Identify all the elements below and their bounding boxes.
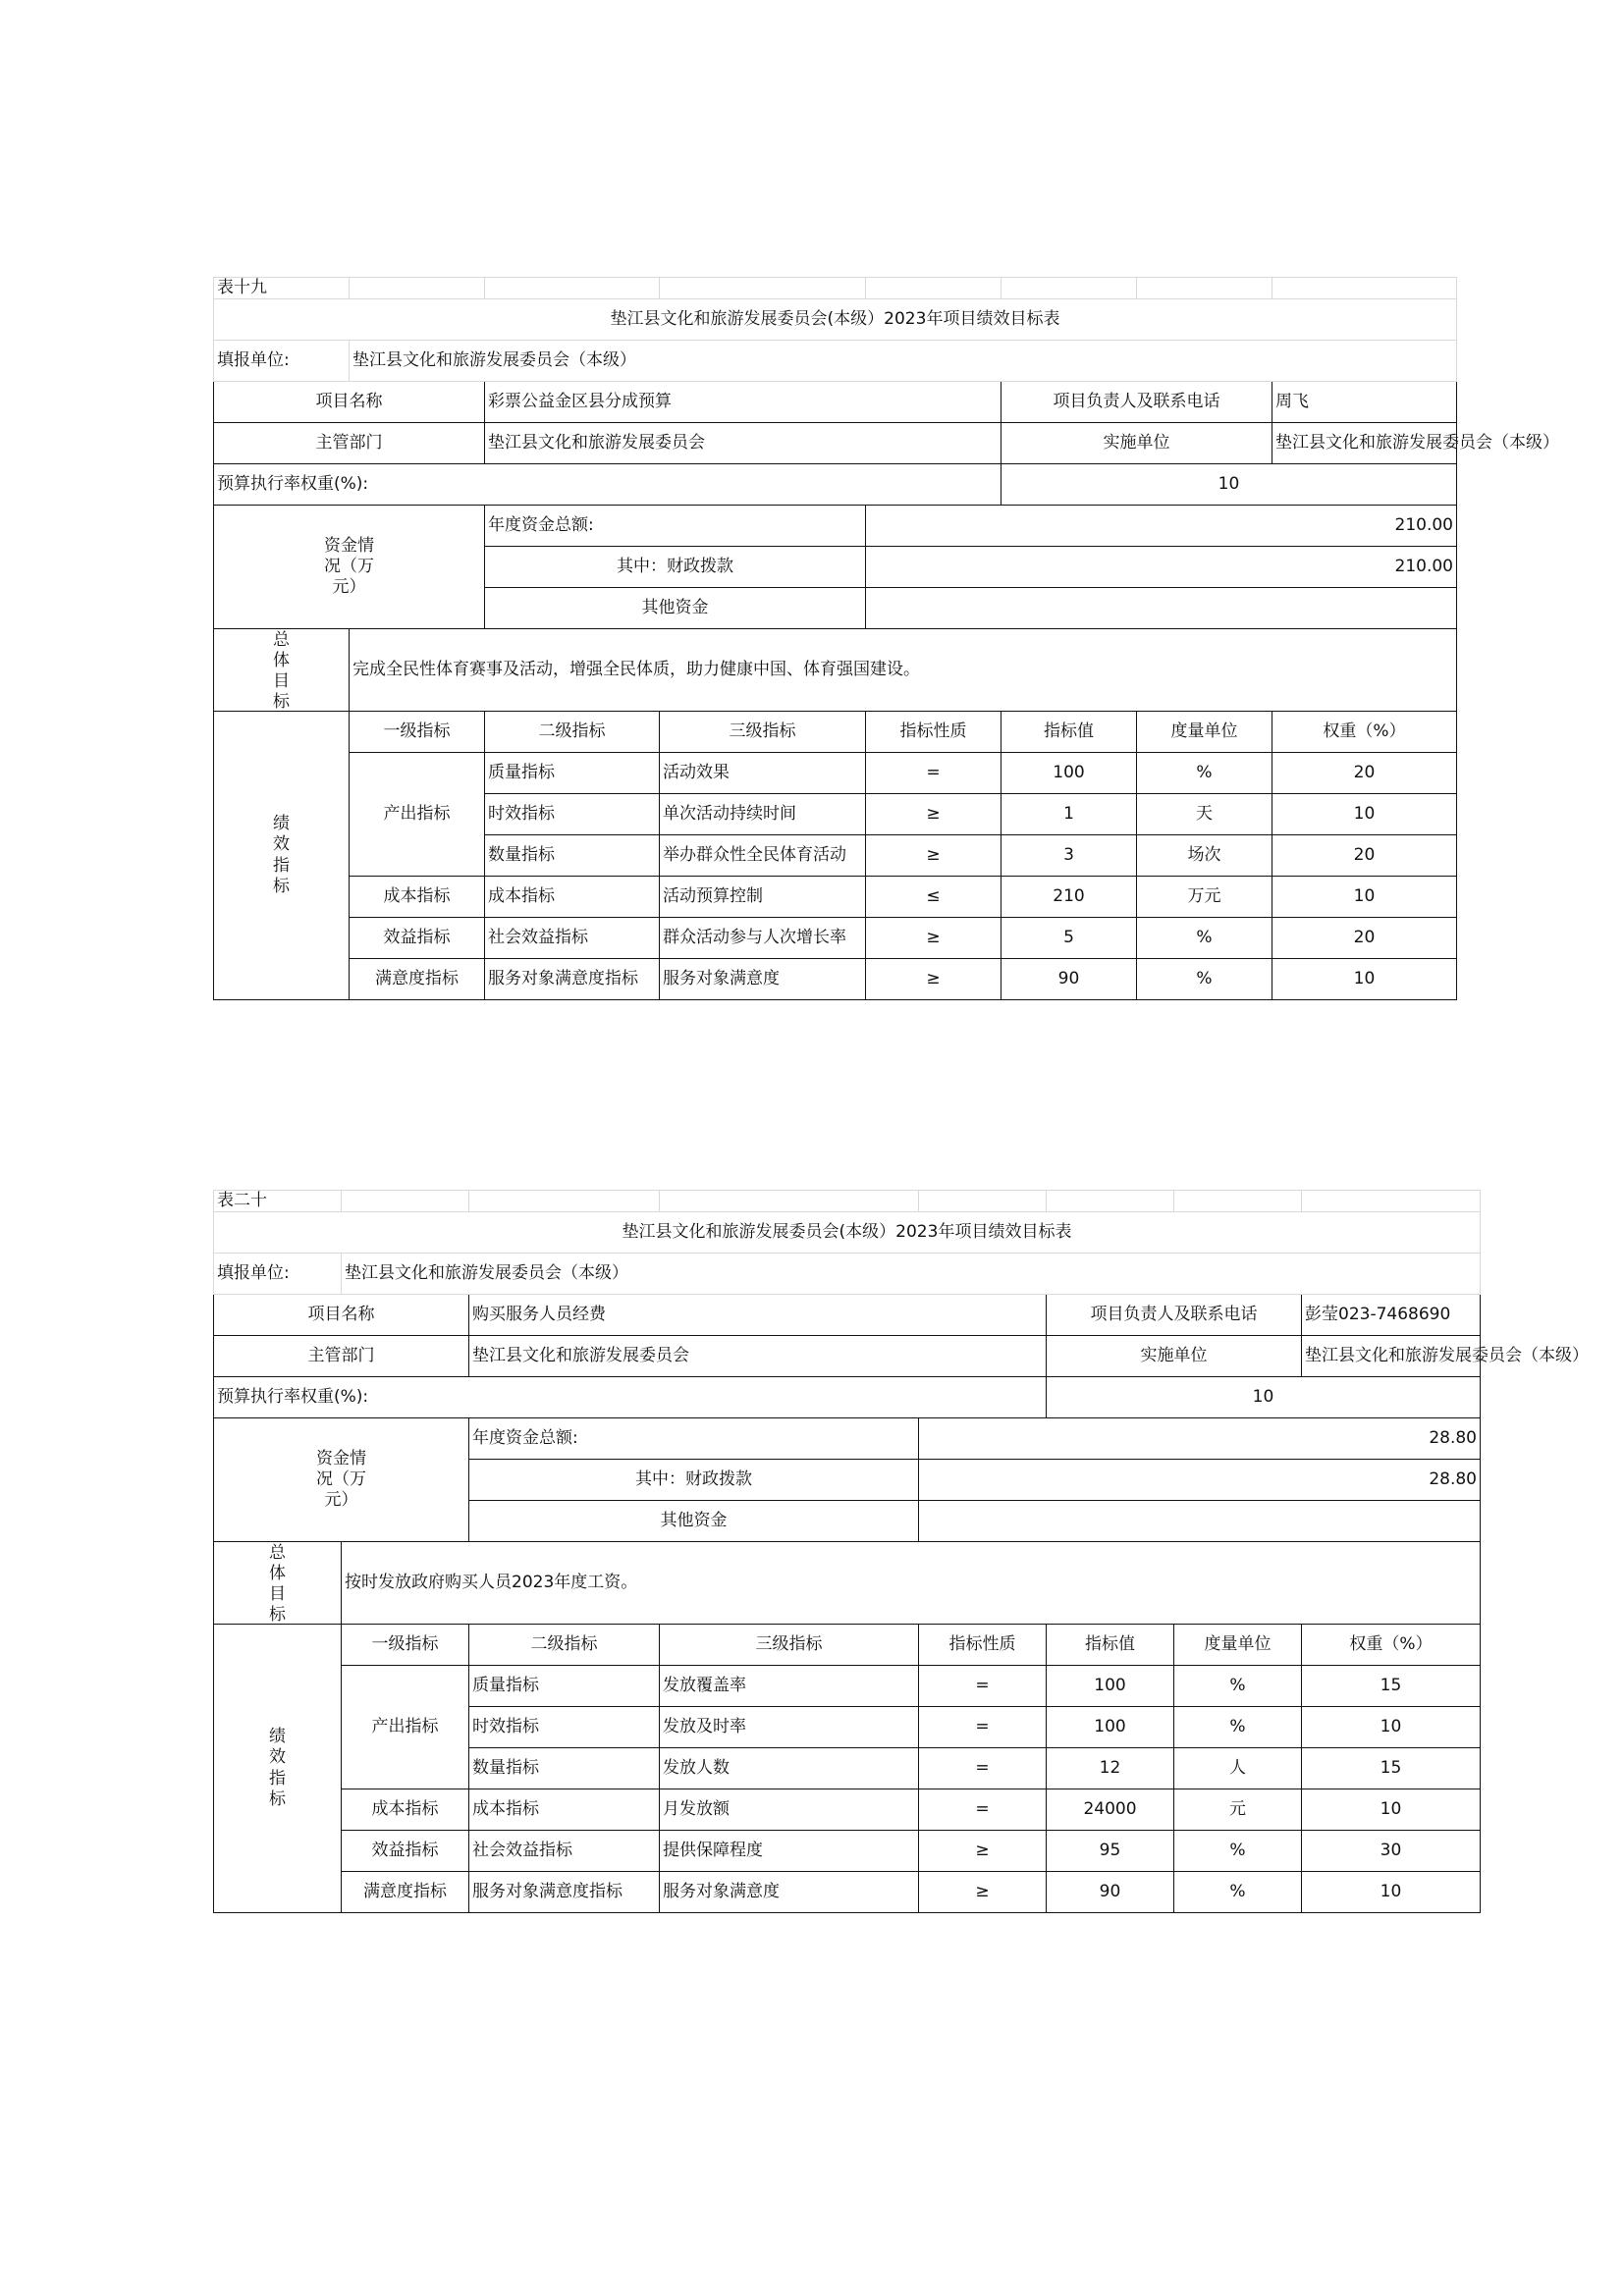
indicator-weight: 10 xyxy=(1272,794,1457,835)
table-row xyxy=(214,1831,1481,1872)
dept-value: 垫江县文化和旅游发展委员会 xyxy=(469,1336,1047,1377)
other-fund-value xyxy=(866,588,1457,629)
l2-indicator: 时效指标 xyxy=(469,1707,660,1748)
fill-unit-label: 填报单位: xyxy=(214,341,350,382)
l2-indicator: 成本指标 xyxy=(469,1789,660,1831)
table-tag: 表二十 xyxy=(214,1191,342,1212)
l3-indicator: 单次活动持续时间 xyxy=(660,794,866,835)
annual-total-label: 年度资金总额: xyxy=(469,1418,919,1460)
indicator-unit: % xyxy=(1137,753,1272,794)
other-fund-label: 其他资金 xyxy=(469,1501,919,1542)
overall-goal-label: 总体目标 xyxy=(214,629,350,712)
overall-goal-label: 总体目标 xyxy=(214,1542,342,1625)
indicator-weight: 20 xyxy=(1272,835,1457,877)
fund-label: 资金情况（万元） xyxy=(214,1418,469,1542)
l2-indicator: 质量指标 xyxy=(485,753,660,794)
header-unit: 度量单位 xyxy=(1174,1625,1302,1666)
table-row xyxy=(214,1872,1481,1913)
indicator-value: 3 xyxy=(1001,835,1137,877)
indicator-value: 5 xyxy=(1001,918,1137,959)
indicator-nature: = xyxy=(919,1789,1047,1831)
table-row xyxy=(214,753,1457,794)
budget-weight-label: 预算执行率权重(%): xyxy=(214,464,1001,506)
indicator-nature: = xyxy=(919,1666,1047,1707)
project-name: 购买服务人员经费 xyxy=(469,1295,1047,1336)
indicator-unit: % xyxy=(1137,918,1272,959)
dept-label: 主管部门 xyxy=(214,1336,469,1377)
indicator-weight: 20 xyxy=(1272,918,1457,959)
indicator-unit: 天 xyxy=(1137,794,1272,835)
indicator-nature: ≥ xyxy=(919,1872,1047,1913)
header-nature: 指标性质 xyxy=(866,712,1001,753)
header-l1: 一级指标 xyxy=(342,1625,469,1666)
table-row xyxy=(214,1666,1481,1707)
indicator-unit: % xyxy=(1174,1872,1302,1913)
table-title: 垫江县文化和旅游发展委员会(本级）2023年项目绩效目标表 xyxy=(214,1212,1481,1254)
leader-value: 周飞 xyxy=(1272,382,1457,423)
indicator-nature: ≥ xyxy=(866,794,1001,835)
indicator-value: 100 xyxy=(1047,1707,1174,1748)
indicator-nature: = xyxy=(919,1707,1047,1748)
fiscal-value: 210.00 xyxy=(866,547,1457,588)
header-weight: 权重（%） xyxy=(1272,712,1457,753)
l2-indicator: 质量指标 xyxy=(469,1666,660,1707)
leader-label: 项目负责人及联系电话 xyxy=(1047,1295,1302,1336)
l3-indicator: 举办群众性全民体育活动 xyxy=(660,835,866,877)
l3-indicator: 发放人数 xyxy=(660,1748,919,1789)
indicator-unit: 场次 xyxy=(1137,835,1272,877)
header-l2: 二级指标 xyxy=(469,1625,660,1666)
indicator-value: 100 xyxy=(1001,753,1137,794)
overall-goal-text: 按时发放政府购买人员2023年度工资。 xyxy=(342,1542,1481,1625)
l1-indicator: 产出指标 xyxy=(342,1666,469,1789)
indicator-unit: 万元 xyxy=(1137,877,1272,918)
indicator-value: 210 xyxy=(1001,877,1137,918)
fund-label: 资金情况（万元） xyxy=(214,506,485,629)
fiscal-label: 其中：财政拨款 xyxy=(485,547,866,588)
indicator-value: 1 xyxy=(1001,794,1137,835)
table-row xyxy=(214,959,1457,1000)
indicator-value: 90 xyxy=(1047,1872,1174,1913)
fill-unit-value: 垫江县文化和旅游发展委员会（本级） xyxy=(342,1254,1481,1295)
indicator-unit: % xyxy=(1174,1831,1302,1872)
leader-label: 项目负责人及联系电话 xyxy=(1001,382,1272,423)
l1-indicator: 满意度指标 xyxy=(350,959,485,1000)
l1-indicator: 成本指标 xyxy=(350,877,485,918)
indicator-weight: 30 xyxy=(1302,1831,1481,1872)
header-nature: 指标性质 xyxy=(919,1625,1047,1666)
indicator-weight: 10 xyxy=(1272,877,1457,918)
indicator-unit: % xyxy=(1137,959,1272,1000)
table-row xyxy=(214,877,1457,918)
budget-weight-label: 预算执行率权重(%): xyxy=(214,1377,1047,1418)
l1-indicator: 产出指标 xyxy=(350,753,485,877)
l1-indicator: 满意度指标 xyxy=(342,1872,469,1913)
indicator-nature: ≤ xyxy=(866,877,1001,918)
l3-indicator: 服务对象满意度 xyxy=(660,959,866,1000)
header-unit: 度量单位 xyxy=(1137,712,1272,753)
indicator-nature: = xyxy=(919,1748,1047,1789)
indicator-nature: ≥ xyxy=(866,918,1001,959)
l1-indicator: 成本指标 xyxy=(342,1789,469,1831)
header-l2: 二级指标 xyxy=(485,712,660,753)
budget-weight-value: 10 xyxy=(1047,1377,1481,1418)
header-l3: 三级指标 xyxy=(660,1625,919,1666)
indicator-unit: % xyxy=(1174,1666,1302,1707)
performance-table-20 xyxy=(213,1190,1589,1913)
performance-table-19 xyxy=(213,277,1559,1000)
annual-total-label: 年度资金总额: xyxy=(485,506,866,547)
l2-indicator: 社会效益指标 xyxy=(469,1831,660,1872)
table-row xyxy=(214,918,1457,959)
indicator-unit: 人 xyxy=(1174,1748,1302,1789)
leader-value: 彭莹023-7468690 xyxy=(1302,1295,1481,1336)
l2-indicator: 成本指标 xyxy=(485,877,660,918)
project-name-label: 项目名称 xyxy=(214,382,485,423)
other-fund-value xyxy=(919,1501,1481,1542)
header-l1: 一级指标 xyxy=(350,712,485,753)
l2-indicator: 社会效益指标 xyxy=(485,918,660,959)
l3-indicator: 服务对象满意度 xyxy=(660,1872,919,1913)
l3-indicator: 活动效果 xyxy=(660,753,866,794)
impl-value: 垫江县文化和旅游发展委员会（本级） xyxy=(1302,1336,1481,1377)
l3-indicator: 发放覆盖率 xyxy=(660,1666,919,1707)
other-fund-label: 其他资金 xyxy=(485,588,866,629)
header-l3: 三级指标 xyxy=(660,712,866,753)
annual-total-value: 28.80 xyxy=(919,1418,1481,1460)
indicator-nature: ≥ xyxy=(919,1831,1047,1872)
dept-value: 垫江县文化和旅游发展委员会 xyxy=(485,423,1001,464)
dept-label: 主管部门 xyxy=(214,423,485,464)
table-title: 垫江县文化和旅游发展委员会(本级）2023年项目绩效目标表 xyxy=(214,299,1457,341)
header-weight: 权重（%） xyxy=(1302,1625,1481,1666)
table-tag: 表十九 xyxy=(214,278,350,299)
header-value: 指标值 xyxy=(1047,1625,1174,1666)
fiscal-label: 其中：财政拨款 xyxy=(469,1460,919,1501)
indicator-value: 90 xyxy=(1001,959,1137,1000)
indicator-unit: 元 xyxy=(1174,1789,1302,1831)
fill-unit-value: 垫江县文化和旅游发展委员会（本级） xyxy=(350,341,1457,382)
fiscal-value: 28.80 xyxy=(919,1460,1481,1501)
indicator-weight: 15 xyxy=(1302,1666,1481,1707)
perf-indicators-label: 绩效指标 xyxy=(214,1625,342,1913)
l2-indicator: 服务对象满意度指标 xyxy=(485,959,660,1000)
fill-unit-label: 填报单位: xyxy=(214,1254,342,1295)
l3-indicator: 提供保障程度 xyxy=(660,1831,919,1872)
l2-indicator: 服务对象满意度指标 xyxy=(469,1872,660,1913)
l2-indicator: 数量指标 xyxy=(469,1748,660,1789)
l3-indicator: 活动预算控制 xyxy=(660,877,866,918)
indicator-weight: 20 xyxy=(1272,753,1457,794)
l1-indicator: 效益指标 xyxy=(342,1831,469,1872)
l2-indicator: 数量指标 xyxy=(485,835,660,877)
indicator-weight: 10 xyxy=(1302,1872,1481,1913)
l3-indicator: 发放及时率 xyxy=(660,1707,919,1748)
project-name: 彩票公益金区县分成预算 xyxy=(485,382,1001,423)
l3-indicator: 月发放额 xyxy=(660,1789,919,1831)
l2-indicator: 时效指标 xyxy=(485,794,660,835)
indicator-weight: 10 xyxy=(1272,959,1457,1000)
overall-goal-text: 完成全民性体育赛事及活动，增强全民体质，助力健康中国、体育强国建设。 xyxy=(350,629,1457,712)
l3-indicator: 群众活动参与人次增长率 xyxy=(660,918,866,959)
impl-label: 实施单位 xyxy=(1047,1336,1302,1377)
perf-indicators-label: 绩效指标 xyxy=(214,712,350,1000)
indicator-nature: ≥ xyxy=(866,835,1001,877)
indicator-value: 100 xyxy=(1047,1666,1174,1707)
indicator-weight: 10 xyxy=(1302,1789,1481,1831)
header-value: 指标值 xyxy=(1001,712,1137,753)
annual-total-value: 210.00 xyxy=(866,506,1457,547)
l1-indicator: 效益指标 xyxy=(350,918,485,959)
indicator-nature: ≥ xyxy=(866,959,1001,1000)
indicator-value: 12 xyxy=(1047,1748,1174,1789)
indicator-weight: 15 xyxy=(1302,1748,1481,1789)
indicator-nature: = xyxy=(866,753,1001,794)
budget-weight-value: 10 xyxy=(1001,464,1457,506)
indicator-weight: 10 xyxy=(1302,1707,1481,1748)
impl-label: 实施单位 xyxy=(1001,423,1272,464)
indicator-value: 95 xyxy=(1047,1831,1174,1872)
project-name-label: 项目名称 xyxy=(214,1295,469,1336)
table-row xyxy=(214,1789,1481,1831)
indicator-value: 24000 xyxy=(1047,1789,1174,1831)
indicator-unit: % xyxy=(1174,1707,1302,1748)
impl-value: 垫江县文化和旅游发展委员会（本级） xyxy=(1272,423,1457,464)
